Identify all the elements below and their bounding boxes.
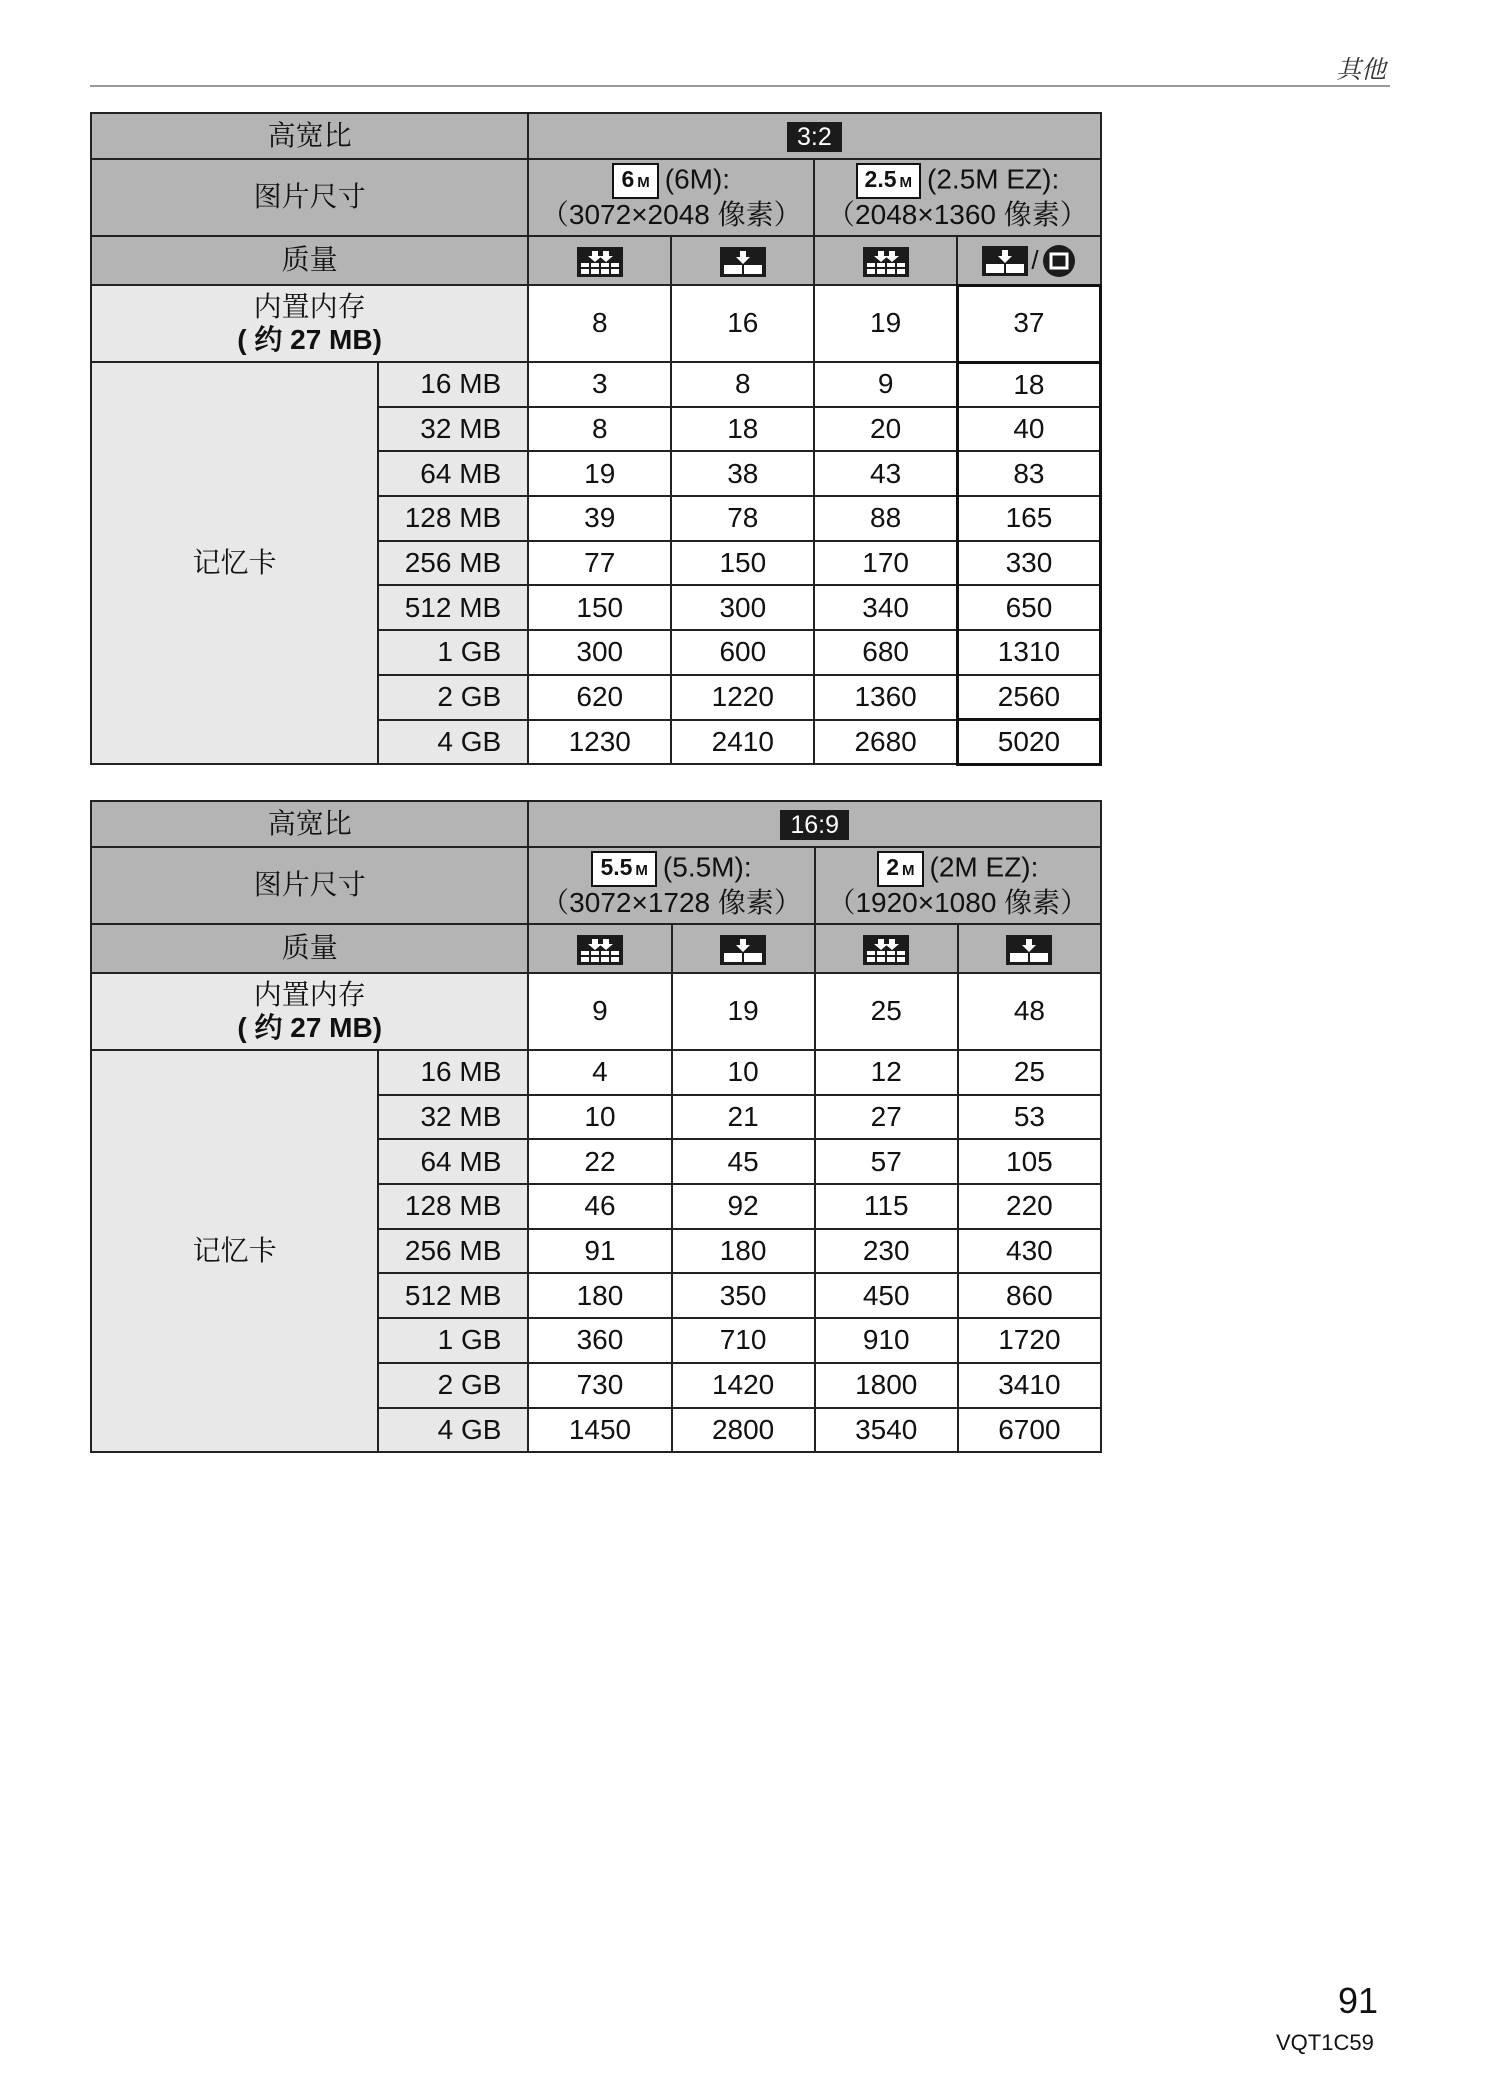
size-pixels: （2048×1360 像素）: [827, 199, 1088, 231]
internal-memory-label: 内置内存 ( 约 27 MB): [91, 285, 528, 362]
table-row: [91, 1050, 1101, 1095]
document-code: VQT1C59: [1276, 2030, 1374, 2055]
card-size: 4 GB: [378, 720, 528, 765]
standard-quality-icon: [720, 247, 766, 277]
size-name: (6M):: [664, 163, 731, 195]
fine-quality-icon: [577, 935, 623, 965]
capacity-table-3-2: [90, 112, 1102, 766]
table-cell: 1230: [528, 720, 671, 765]
card-size: 4 GB: [378, 1408, 528, 1453]
quality-cell: [672, 924, 815, 973]
table-cell: 340: [814, 585, 957, 630]
quality-cell: [528, 924, 671, 973]
memory-card-label: 记忆卡: [91, 1050, 378, 1452]
table-cell: 88: [814, 496, 957, 541]
ratio-badge: 3:2: [787, 122, 842, 152]
table-cell: 12: [815, 1050, 958, 1095]
table-cell: 115: [815, 1184, 958, 1229]
table-cell: 37: [957, 285, 1100, 362]
table-cell: 27: [815, 1095, 958, 1140]
table-cell: 2680: [814, 720, 957, 765]
table-cell: 1720: [958, 1318, 1101, 1363]
picture-size-2m-icon: 2 M: [877, 851, 923, 887]
raw-mode-icon: [1042, 244, 1076, 278]
quality-label: 质量: [91, 924, 528, 973]
card-size: 16 MB: [378, 362, 528, 407]
card-size: 2 GB: [378, 675, 528, 720]
size-label: 图片尺寸: [91, 847, 528, 924]
table-cell: 8: [528, 285, 671, 362]
table-cell: 300: [528, 630, 671, 675]
quality-cell: [815, 924, 958, 973]
table-cell: 38: [671, 451, 814, 496]
table-cell: 8: [671, 362, 814, 407]
card-size: 32 MB: [378, 1095, 528, 1140]
card-size: 2 GB: [378, 1363, 528, 1408]
size-row: [91, 847, 1101, 924]
table-cell: 450: [815, 1273, 958, 1318]
size-name: (2.5M EZ):: [927, 163, 1060, 195]
table-cell: 20: [814, 407, 957, 452]
quality-cell: [958, 924, 1101, 973]
table-cell: 1220: [671, 675, 814, 720]
table-cell: 2800: [672, 1408, 815, 1453]
table-cell: 4: [528, 1050, 671, 1095]
table-cell: 680: [814, 630, 957, 675]
table-cell: 1420: [672, 1363, 815, 1408]
table-cell: 21: [672, 1095, 815, 1140]
ratio-badge: 16:9: [780, 810, 849, 840]
size-cell-5-5m: [528, 847, 814, 924]
table-cell: 40: [957, 407, 1100, 452]
card-size: 32 MB: [378, 407, 528, 452]
internal-memory-label: 内置内存 ( 约 27 MB): [91, 973, 528, 1050]
table-cell: 46: [528, 1184, 671, 1229]
size-label: 图片尺寸: [91, 159, 528, 236]
picture-size-2-5m-icon: 2.5 M: [856, 163, 921, 199]
table-cell: 3540: [815, 1408, 958, 1453]
table-cell: 2560: [957, 675, 1100, 720]
table-cell: 150: [671, 541, 814, 586]
card-size: 512 MB: [378, 585, 528, 630]
table-cell: 3: [528, 362, 671, 407]
memory-card-label: 记忆卡: [91, 362, 378, 764]
size-cell-6m: [528, 159, 814, 236]
table-cell: 10: [528, 1095, 671, 1140]
header-divider: [90, 85, 1390, 87]
table-cell: 730: [528, 1363, 671, 1408]
table-cell: 25: [815, 973, 958, 1050]
quality-cell: [671, 236, 814, 285]
ratio-row: [91, 801, 1101, 847]
table-cell: 19: [814, 285, 957, 362]
table-cell: 350: [672, 1273, 815, 1318]
table-cell: 5020: [957, 720, 1100, 765]
card-size: 256 MB: [378, 541, 528, 586]
quality-cell: [814, 236, 957, 285]
internal-memory-row: [91, 285, 1101, 362]
table-cell: 910: [815, 1318, 958, 1363]
quality-separator: /: [1031, 244, 1039, 275]
quality-cell: [957, 236, 1100, 285]
table-cell: 18: [957, 362, 1100, 407]
table-cell: 9: [528, 973, 671, 1050]
table-cell: 1360: [814, 675, 957, 720]
card-size: 128 MB: [378, 1184, 528, 1229]
table-cell: 600: [671, 630, 814, 675]
card-size: 512 MB: [378, 1273, 528, 1318]
card-size: 64 MB: [378, 1139, 528, 1184]
page-number: 91: [1338, 1980, 1379, 2021]
card-size: 64 MB: [378, 451, 528, 496]
fine-quality-icon: [863, 935, 909, 965]
table-cell: 18: [671, 407, 814, 452]
table-cell: 710: [672, 1318, 815, 1363]
table-cell: 48: [958, 973, 1101, 1050]
table-cell: 180: [528, 1273, 671, 1318]
card-size: 1 GB: [378, 630, 528, 675]
table-cell: 360: [528, 1318, 671, 1363]
size-pixels: （3072×1728 像素）: [541, 887, 802, 919]
ratio-row: [91, 113, 1101, 159]
size-row: [91, 159, 1101, 236]
table-cell: 6700: [958, 1408, 1101, 1453]
standard-quality-icon: [720, 935, 766, 965]
table-cell: 1450: [528, 1408, 671, 1453]
table-cell: 25: [958, 1050, 1101, 1095]
table-cell: 45: [672, 1139, 815, 1184]
table-cell: 9: [814, 362, 957, 407]
table-cell: 2410: [671, 720, 814, 765]
table-cell: 105: [958, 1139, 1101, 1184]
table-cell: 300: [671, 585, 814, 630]
table-cell: 16: [671, 285, 814, 362]
table-cell: 170: [814, 541, 957, 586]
table-cell: 77: [528, 541, 671, 586]
card-size: 256 MB: [378, 1229, 528, 1274]
ratio-cell: [528, 113, 1100, 159]
quality-row: [91, 924, 1101, 973]
table-cell: 1310: [957, 630, 1100, 675]
table-cell: 43: [814, 451, 957, 496]
table-cell: 1800: [815, 1363, 958, 1408]
section-title: 其他: [1335, 57, 1386, 84]
table-cell: 53: [958, 1095, 1101, 1140]
table-cell: 430: [958, 1229, 1101, 1274]
fine-quality-icon: [863, 247, 909, 277]
size-pixels: （3072×2048 像素）: [540, 199, 802, 231]
standard-quality-icon: [1006, 935, 1052, 965]
fine-quality-icon: [577, 247, 623, 277]
size-pixels: （1920×1080 像素）: [827, 887, 1089, 919]
table-cell: 620: [528, 675, 671, 720]
table-row: [91, 362, 1101, 407]
standard-quality-icon: [982, 246, 1028, 276]
table-cell: 92: [672, 1184, 815, 1229]
table-cell: 860: [958, 1273, 1101, 1318]
table-cell: 78: [671, 496, 814, 541]
quality-cell: [528, 236, 671, 285]
table-cell: 39: [528, 496, 671, 541]
table-cell: 10: [672, 1050, 815, 1095]
table-cell: 83: [957, 451, 1100, 496]
internal-memory-row: [91, 973, 1101, 1050]
size-name: (2M EZ):: [929, 851, 1039, 883]
card-size: 16 MB: [378, 1050, 528, 1095]
ratio-label: 高宽比: [91, 801, 528, 847]
quality-row: [91, 236, 1101, 285]
size-name: (5.5M):: [662, 851, 752, 883]
table-cell: 22: [528, 1139, 671, 1184]
picture-size-6m-icon: 6 M: [612, 163, 658, 199]
quality-label: 质量: [91, 236, 528, 285]
table-cell: 8: [528, 407, 671, 452]
table-cell: 330: [957, 541, 1100, 586]
capacity-table-16-9: [90, 800, 1102, 1453]
table-cell: 19: [528, 451, 671, 496]
table-cell: 91: [528, 1229, 671, 1274]
ratio-label: 高宽比: [91, 113, 528, 159]
table-cell: 19: [672, 973, 815, 1050]
card-size: 128 MB: [378, 496, 528, 541]
table-cell: 165: [957, 496, 1100, 541]
table-cell: 150: [528, 585, 671, 630]
table-cell: 650: [957, 585, 1100, 630]
card-size: 1 GB: [378, 1318, 528, 1363]
table-cell: 57: [815, 1139, 958, 1184]
size-cell-2-5m: [814, 159, 1100, 236]
table-cell: 180: [672, 1229, 815, 1274]
table-cell: 3410: [958, 1363, 1101, 1408]
picture-size-5-5m-icon: 5.5 M: [591, 851, 656, 887]
table-cell: 220: [958, 1184, 1101, 1229]
table-cell: 230: [815, 1229, 958, 1274]
ratio-cell: [528, 801, 1101, 847]
size-cell-2m: [815, 847, 1101, 924]
